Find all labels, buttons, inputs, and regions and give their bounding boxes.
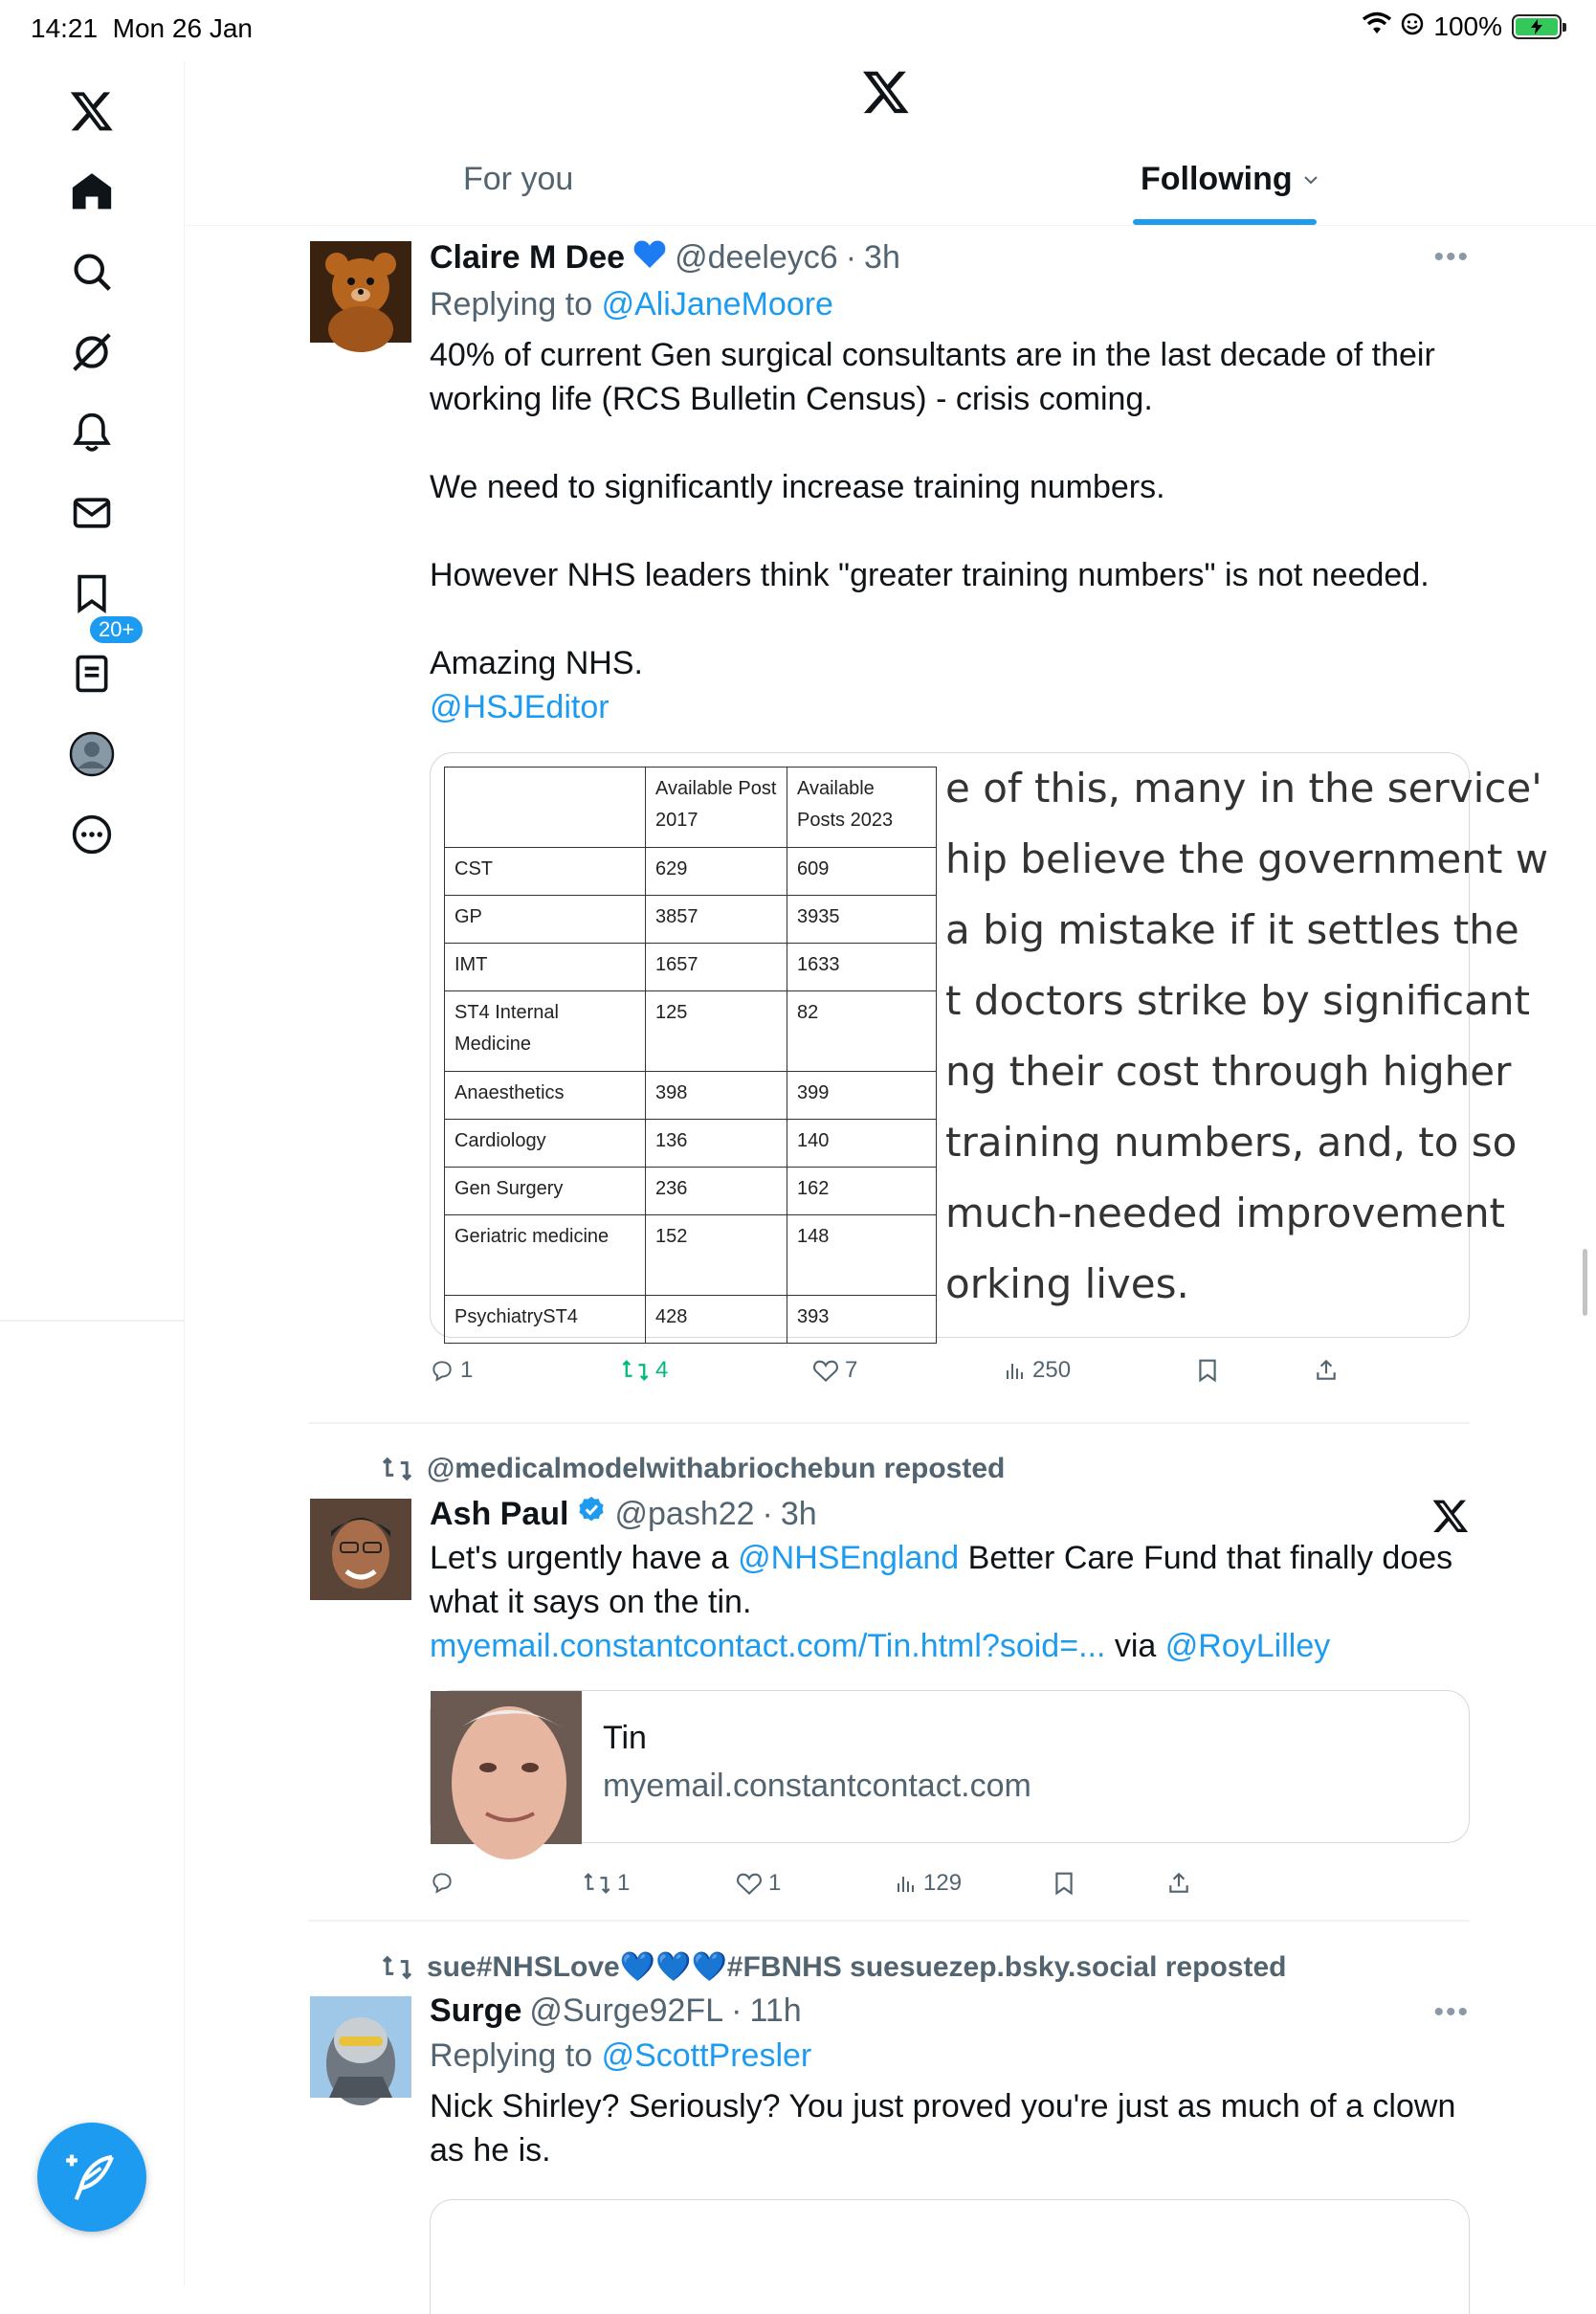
- tweet-actions: [430, 1870, 1348, 1908]
- display-name[interactable]: Claire M Dee: [430, 239, 626, 276]
- mention-link[interactable]: @RoyLilley: [1164, 1628, 1331, 1664]
- bookmark-icon: [1195, 1357, 1220, 1384]
- image-text-line: hip believe the government w: [945, 835, 1549, 882]
- tweet-actions: [430, 1357, 1348, 1395]
- avatar[interactable]: [310, 1499, 411, 1600]
- mention-link[interactable]: @HSJEditor: [430, 689, 610, 725]
- home-icon[interactable]: [63, 163, 121, 220]
- repost-icon: [381, 1456, 413, 1482]
- tweet-body: [430, 1495, 1470, 1668]
- table-header-cell: Available Post 2017: [646, 768, 787, 848]
- compose-icon: [65, 2150, 119, 2204]
- tweet[interactable]: [310, 1495, 1470, 1897]
- via-label: via: [1105, 1628, 1165, 1664]
- reply-icon: [430, 1870, 454, 1895]
- table-row: [445, 848, 937, 896]
- table-cell: 82: [787, 991, 937, 1072]
- link-card-domain: myemail.constantcontact.com: [603, 1768, 1031, 1804]
- tweet-text-part: Better Care Fund that finally does what it says on the tin.: [430, 1540, 1453, 1620]
- mention-link[interactable]: @NHSEngland: [738, 1540, 960, 1576]
- image-text-line: training numbers, and, to so: [945, 1119, 1518, 1166]
- repost-indicator[interactable]: [381, 1950, 1286, 1984]
- table-row: [445, 1120, 937, 1168]
- image-text-line: orking lives.: [945, 1260, 1189, 1307]
- like-button[interactable]: [736, 1870, 781, 1897]
- share-icon: [1314, 1357, 1339, 1384]
- bookmarks-icon[interactable]: [63, 565, 121, 622]
- views-icon: [1004, 1359, 1027, 1382]
- status-time: [31, 13, 253, 44]
- separator-dot: ·: [731, 1992, 743, 2029]
- tab-for-you[interactable]: For you: [463, 161, 574, 197]
- replying-to-link[interactable]: @AliJaneMoore: [601, 286, 833, 323]
- status-right: [1363, 11, 1562, 42]
- repost-icon: [583, 1871, 611, 1896]
- timestamp[interactable]: 11h: [749, 1992, 802, 2029]
- image-text-line: e of this, many in the service': [945, 765, 1542, 812]
- tweet-separator: [308, 1920, 1470, 1922]
- table-row: [445, 896, 937, 944]
- views-icon: [895, 1872, 918, 1895]
- share-icon: [1166, 1870, 1191, 1897]
- more-icon[interactable]: [63, 806, 121, 863]
- tweet-header: [430, 1992, 1470, 2030]
- table-cell: IMT: [445, 944, 646, 991]
- table-cell: 428: [646, 1296, 787, 1344]
- timestamp[interactable]: 3h: [780, 1496, 817, 1532]
- notifications-badge: 20+: [88, 614, 144, 645]
- more-options-icon[interactable]: •••: [1433, 241, 1470, 273]
- heart-icon: [812, 1358, 839, 1383]
- handle[interactable]: @deeleyc6: [675, 239, 838, 276]
- tweet[interactable]: [310, 237, 1549, 1386]
- tweet-paragraph: 40% of current Gen surgical consultants are in the last decade of their working life (RCS Bulletin Census) - crisis coming.: [430, 337, 1435, 417]
- table-cell: 140: [787, 1120, 937, 1168]
- reply-button[interactable]: [430, 1870, 460, 1895]
- repost-icon: [621, 1358, 650, 1383]
- table-cell: 148: [787, 1215, 937, 1296]
- replying-to-link[interactable]: @ScottPresler: [601, 2037, 812, 2074]
- image-text-line: much-needed improvement: [945, 1190, 1506, 1236]
- table-cell: ST4 Internal Medicine: [445, 991, 646, 1072]
- table-row: [445, 1215, 937, 1296]
- clock: 14:21: [31, 13, 99, 43]
- focus-icon: [1401, 11, 1424, 42]
- repost-button[interactable]: [583, 1870, 630, 1897]
- table-cell: Geriatric medicine: [445, 1215, 646, 1296]
- repost-count: 4: [655, 1357, 669, 1383]
- tweet-body: [430, 1992, 1470, 2172]
- tweet-image[interactable]: [430, 752, 1549, 1338]
- table-row: [445, 944, 937, 991]
- table-cell: 162: [787, 1168, 937, 1215]
- view-count: 129: [923, 1870, 963, 1896]
- sidebar-divider: [0, 1320, 185, 1322]
- tweet-header: [430, 237, 1470, 278]
- table-cell: 125: [646, 991, 787, 1072]
- display-name[interactable]: Ash Paul: [430, 1496, 569, 1532]
- repost-indicator[interactable]: [381, 1453, 1005, 1485]
- tweet-paragraph: We need to significantly increase training numbers.: [430, 469, 1165, 505]
- tweet[interactable]: [310, 1992, 1470, 2285]
- table-cell: 1633: [787, 944, 937, 991]
- table-cell: PsychiatryST4: [445, 1296, 646, 1344]
- header-x-logo-icon[interactable]: [861, 67, 919, 124]
- tweet-separator: [308, 1422, 1470, 1424]
- tweet-text: [430, 333, 1444, 729]
- tab-active-indicator: [1133, 219, 1317, 225]
- table-cell: Cardiology: [445, 1120, 646, 1168]
- more-options-icon[interactable]: •••: [1433, 1996, 1470, 2028]
- reposted-by-label: sue#NHSLove💙💙💙#FBNHS suesuezep.bsky.social reposted: [427, 1951, 1287, 1983]
- census-table: [444, 767, 937, 1344]
- table-header-cell: [445, 768, 646, 848]
- battery-icon: [1512, 14, 1562, 39]
- handle[interactable]: @Surge92FL: [529, 1992, 724, 2029]
- separator-dot: ·: [845, 239, 857, 276]
- tweet-media-card[interactable]: [430, 2199, 1470, 2314]
- table-cell: 152: [646, 1215, 787, 1296]
- lists-icon[interactable]: [63, 645, 121, 702]
- bookmark-icon: [1052, 1870, 1076, 1897]
- tweet-paragraph: Amazing NHS.: [430, 645, 643, 681]
- bookmark-button[interactable]: [1052, 1870, 1076, 1897]
- timeline-tabs: [186, 142, 1596, 226]
- table-row: [445, 1296, 937, 1344]
- reply-button[interactable]: [430, 1357, 473, 1384]
- table-row: [445, 991, 937, 1072]
- table-cell: 393: [787, 1296, 937, 1344]
- table-cell: 236: [646, 1168, 787, 1215]
- separator-dot: ·: [762, 1496, 773, 1532]
- avatar[interactable]: [310, 1996, 411, 2098]
- link-card-title: Tin: [603, 1720, 647, 1756]
- link-card[interactable]: [430, 1690, 1470, 1843]
- tweet-body: [430, 237, 1470, 729]
- table-cell: 136: [646, 1120, 787, 1168]
- wifi-icon: [1363, 11, 1391, 42]
- views-button[interactable]: [895, 1870, 962, 1897]
- grok-icon[interactable]: [63, 323, 121, 381]
- handle[interactable]: @pash22: [614, 1496, 755, 1532]
- sidebar: [0, 61, 185, 2285]
- compose-button[interactable]: [37, 2123, 146, 2232]
- notifications-icon[interactable]: [63, 404, 121, 461]
- chevron-down-icon: [1302, 174, 1319, 186]
- image-text-line: ng their cost through higher: [945, 1048, 1512, 1095]
- reply-count: 1: [460, 1357, 474, 1383]
- replying-to-label: Replying to: [430, 2037, 593, 2074]
- table-cell: 3857: [646, 896, 787, 944]
- table-cell: 399: [787, 1072, 937, 1120]
- url-link[interactable]: myemail.constantcontact.com/Tin.html?soid=...: [430, 1628, 1106, 1664]
- table-header-row: [445, 768, 937, 848]
- tweet-text: [430, 1536, 1463, 1668]
- reply-icon: [430, 1358, 454, 1383]
- status-bar: [0, 0, 1596, 61]
- replying-to: [430, 286, 1470, 323]
- battery-percent: 100%: [1433, 11, 1502, 41]
- search-icon[interactable]: [63, 243, 121, 300]
- profile-avatar-icon[interactable]: [63, 725, 121, 783]
- display-name[interactable]: Surge: [430, 1992, 522, 2029]
- tweet-text: Nick Shirley? Seriously? You just proved you're just as much of a clown as he is.: [430, 2088, 1456, 2169]
- image-text-line: t doctors strike by significant: [945, 977, 1530, 1024]
- tab-following-label: Following: [1141, 161, 1293, 197]
- reposted-by-label: @medicalmodelwithabriochebun reposted: [427, 1453, 1006, 1484]
- messages-icon[interactable]: [63, 484, 121, 542]
- table-row: [445, 1072, 937, 1120]
- x-logo-icon[interactable]: [63, 82, 121, 140]
- table-cell: 609: [787, 848, 937, 896]
- like-button[interactable]: [812, 1357, 857, 1384]
- x-badge-icon: [1431, 1497, 1470, 1543]
- bookmark-button[interactable]: [1195, 1357, 1220, 1384]
- like-count: 1: [768, 1870, 782, 1896]
- table-row: [445, 1168, 937, 1215]
- tweet-header: [430, 1495, 1470, 1534]
- view-count: 250: [1032, 1357, 1072, 1383]
- table-cell: Gen Surgery: [445, 1168, 646, 1215]
- views-button[interactable]: [1004, 1357, 1071, 1384]
- share-button[interactable]: [1166, 1870, 1191, 1897]
- table-cell: Anaesthetics: [445, 1072, 646, 1120]
- blue-heart-icon: [632, 237, 667, 278]
- table-cell: CST: [445, 848, 646, 896]
- timestamp[interactable]: 3h: [864, 239, 900, 276]
- image-side-text: [945, 753, 1549, 1320]
- repost-icon: [381, 1954, 413, 1981]
- heart-icon: [736, 1871, 763, 1896]
- table-cell: 398: [646, 1072, 787, 1120]
- replying-to-label: Replying to: [430, 286, 593, 323]
- table-cell: 1657: [646, 944, 787, 991]
- like-count: 7: [845, 1357, 858, 1383]
- tweet-paragraph: However NHS leaders think "greater training numbers" is not needed.: [430, 557, 1430, 593]
- tweet-text-part: Let's urgently have a: [430, 1540, 739, 1576]
- avatar[interactable]: [310, 241, 411, 343]
- table-cell: 629: [646, 848, 787, 896]
- table-cell: GP: [445, 896, 646, 944]
- replying-to: [430, 2037, 1470, 2075]
- share-button[interactable]: [1314, 1357, 1339, 1384]
- repost-count: 1: [617, 1870, 631, 1896]
- image-text-line: a big mistake if it settles the: [945, 906, 1519, 953]
- verified-badge-icon: [576, 1495, 607, 1534]
- repost-button[interactable]: [621, 1357, 668, 1384]
- table-cell: 3935: [787, 896, 937, 944]
- table-header-cell: Available Posts 2023: [787, 768, 937, 848]
- tab-following[interactable]: [1141, 161, 1319, 198]
- date: Mon 26 Jan: [112, 13, 253, 43]
- link-thumbnail: [431, 1691, 582, 1844]
- scrollbar[interactable]: [1583, 1249, 1587, 1316]
